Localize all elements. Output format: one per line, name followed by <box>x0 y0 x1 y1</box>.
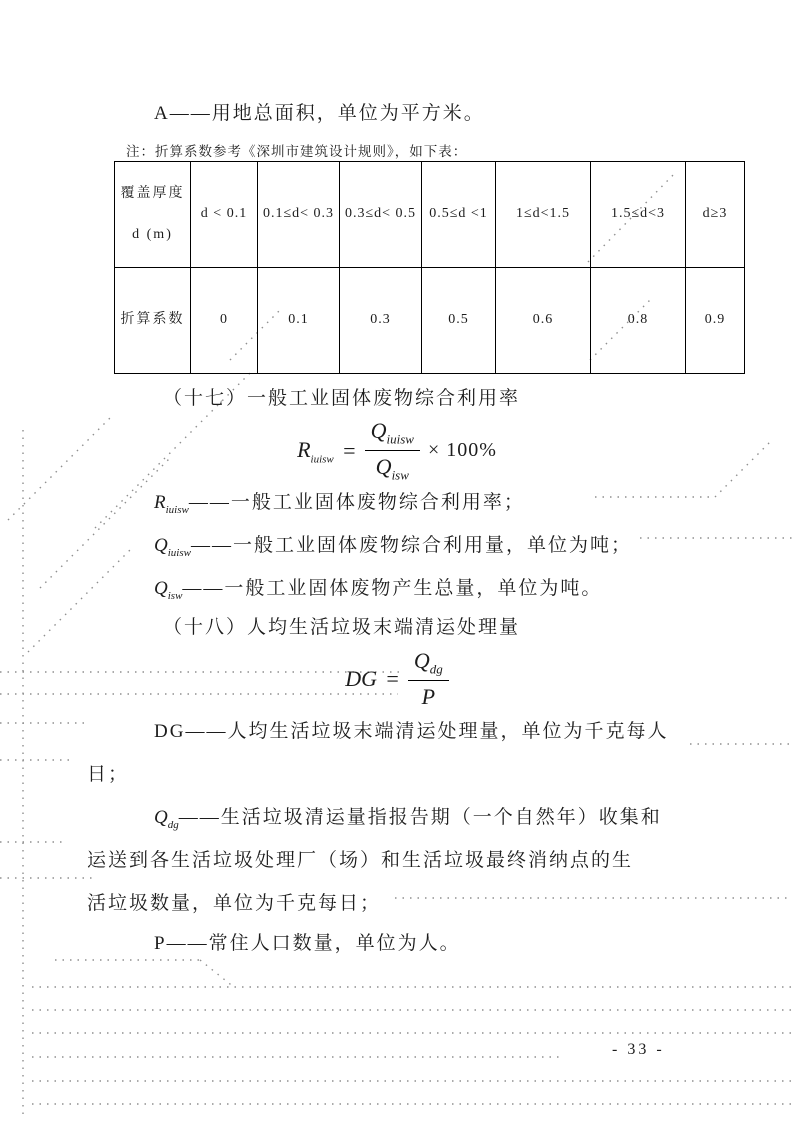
conversion-coefficient-table <box>114 161 745 374</box>
table-cell-coef-4: 0.5 <box>422 268 496 374</box>
formula-lhs: $R_{iuisw}$ <box>297 436 334 466</box>
table-header-thickness: 覆盖厚度 d (m) <box>115 162 191 268</box>
formula-fraction-dg <box>408 648 449 710</box>
definition-q-isw: $Q_{isw}——$一般工业固体废物产生总量，单位为吨。 <box>154 578 603 602</box>
table-cell-range-3: 0.3≤d< 0.5 <box>340 162 422 268</box>
table-cell-coef-2: 0.1 <box>258 268 340 374</box>
table-cell-range-5: 1≤d<1.5 <box>496 162 591 268</box>
definition-r-iuisw: $R_{iuisw}——$一般工业固体废物综合利用率； <box>154 492 525 516</box>
definition-line-a: A——用地总面积，单位为平方米。 <box>154 103 485 124</box>
equals-sign-dg: = <box>385 666 400 692</box>
table-cell-coef-1: 0 <box>191 268 258 374</box>
fraction-denominator: $Q_{isw}$ <box>375 454 409 483</box>
fraction-denominator-dg: P <box>421 684 436 710</box>
fraction-numerator-dg: $Q_{dg}$ <box>408 648 449 681</box>
table-cell-range-1: d < 0.1 <box>191 162 258 268</box>
definition-p: P——常住人口数量，单位为人。 <box>154 933 461 954</box>
table-row-coefficient <box>115 268 745 374</box>
table-cell-coef-5: 0.6 <box>496 268 591 374</box>
formula-utilization-rate <box>0 418 794 484</box>
definition-qdg-line-3: 活垃圾数量，单位为千克每日； <box>87 893 382 914</box>
definition-qdg-line-2: 运送到各生活垃圾处理厂（场）和生活垃圾最终消纳点的生 <box>87 850 634 871</box>
symbol-r-iuisw: $R_{iuisw}$ <box>154 492 189 516</box>
table-cell-range-6: 1.5≤d<3 <box>591 162 686 268</box>
table-header-coefficient: 折算系数 <box>115 268 191 374</box>
table-row-thickness <box>115 162 745 268</box>
table-cell-range-2: 0.1≤d< 0.3 <box>258 162 340 268</box>
table-cell-range-7: d≥3 <box>686 162 745 268</box>
symbol-q-iuisw: $Q_{iuisw}$ <box>154 535 191 559</box>
formula-per-capita-waste <box>0 648 794 710</box>
formula-multiplier: × 100% <box>427 439 497 462</box>
table-cell-coef-7: 0.9 <box>686 268 745 374</box>
symbol-q-dg: $Q_{dg}$ <box>154 807 179 831</box>
table-note: 注：折算系数参考《深圳市建筑设计规则》，如下表： <box>126 144 468 159</box>
table-cell-coef-3: 0.3 <box>340 268 422 374</box>
formula-lhs-dg: DG <box>345 666 378 692</box>
definition-dg-line-1: DG——人均生活垃圾末端清运处理量，单位为千克每人 <box>154 721 669 742</box>
section-18-heading: （十八）人均生活垃圾末端清运处理量 <box>163 617 521 638</box>
definition-dg-line-2: 日； <box>87 764 130 785</box>
definition-q-iuisw: $Q_{iuisw}——$一般工业固体废物综合利用量，单位为吨； <box>154 535 632 559</box>
table-cell-range-4: 0.5≤d <1 <box>422 162 496 268</box>
page-number: - 33 - <box>608 1041 669 1059</box>
definition-qdg-line-1: $Q_{dg}——$生活垃圾清运量指报告期（一个自然年）收集和 <box>154 807 662 831</box>
equals-sign: = <box>341 437 357 463</box>
fraction-numerator: $Q_{iuisw}$ <box>365 418 420 451</box>
symbol-q-isw: $Q_{isw}$ <box>154 578 183 602</box>
formula-fraction <box>365 418 420 484</box>
table-cell-coef-6: 0.8 <box>591 268 686 374</box>
section-17-heading: （十七）一般工业固体废物综合利用率 <box>163 388 521 409</box>
